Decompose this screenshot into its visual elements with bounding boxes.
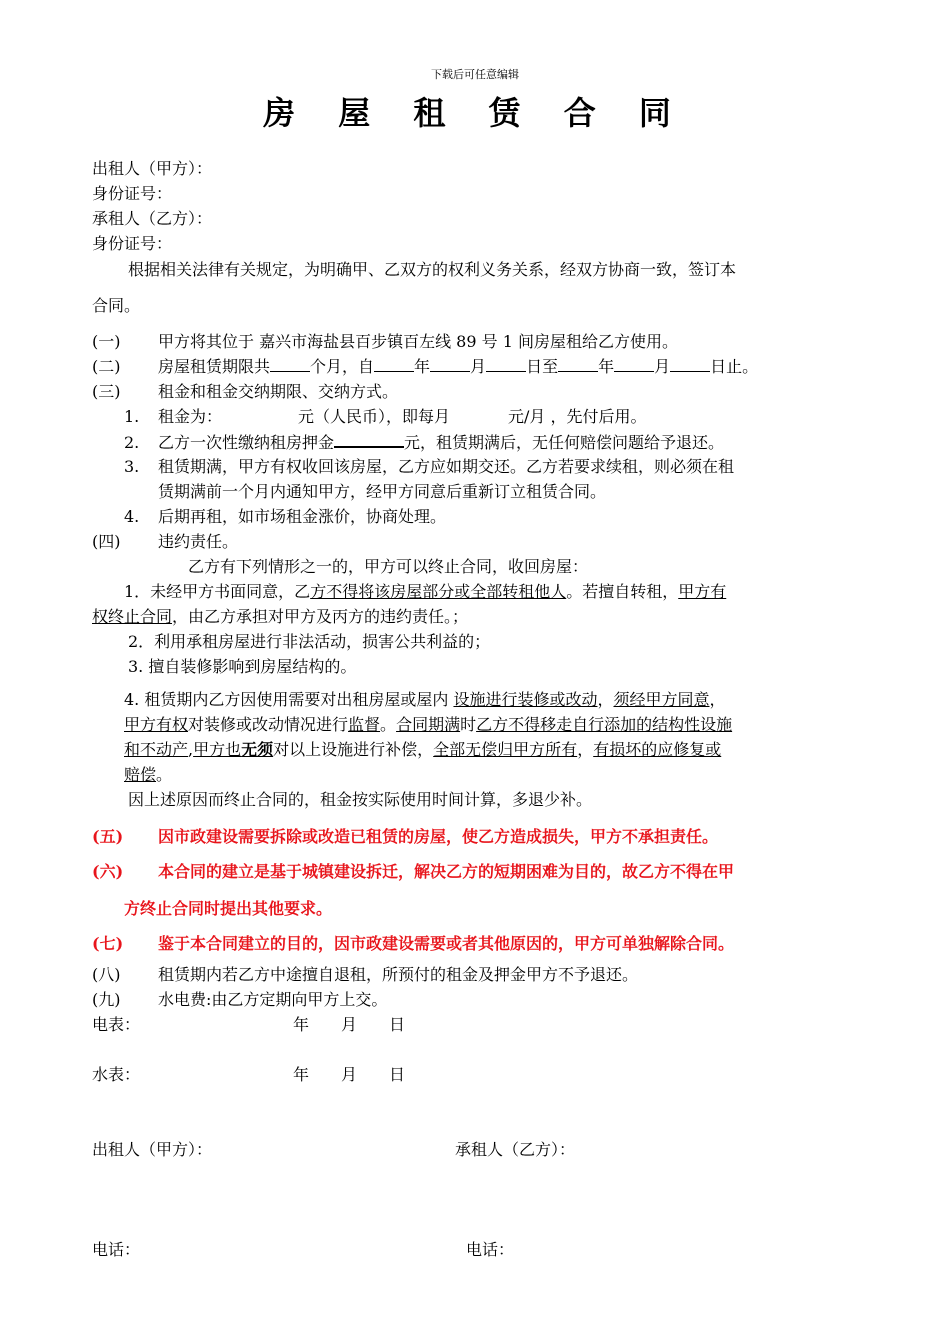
lessee-signature-label: 承租人（乙方）： (455, 1140, 576, 1159)
electric-meter-date (293, 1015, 405, 1035)
start-month-blank (430, 357, 470, 372)
clause-5 (92, 824, 718, 847)
breach-text: 4. 租赁期内乙方因使用需要对出租房屋或屋内 (124, 690, 454, 709)
clause-2-text-f: 年 (598, 357, 615, 376)
day-label: 日 (389, 1015, 406, 1034)
breach-text: ，由乙方承担对甲方及丙方的违约责任。； (172, 607, 469, 626)
breach-text-underlined: 甲方有权 (124, 715, 189, 734)
electric-meter-label: 电表： (92, 1015, 141, 1034)
breach-text-underlined: 和不动产 (124, 740, 189, 759)
start-year-blank (374, 357, 414, 372)
item-number: 2. (124, 433, 140, 452)
clause-2-text-d: 月 (470, 357, 487, 376)
refund-rule: 因上述原因而终止合同的，租金按实际使用时间计算，多退少补。 (128, 790, 593, 809)
breach-text-underlined: 乙方不得移走自行添加的结构性设施 (476, 715, 733, 734)
clause-4-number: (四) (92, 532, 121, 551)
clause-1-number: (一) (92, 332, 121, 351)
lessee-id-label: 身份证号： (92, 234, 173, 253)
clause-5-number: (五) (92, 827, 124, 846)
end-year-blank (558, 357, 598, 372)
clause-1-text: 甲方将其位于 嘉兴市海盐县百步镇百左线 89 号 1 间房屋租给乙方使用。 (158, 332, 678, 351)
re-rent-text: 后期再租，如市场租金涨价，协商处理。 (158, 507, 447, 526)
clause-9-number: (九) (92, 990, 121, 1009)
end-month-blank (614, 357, 654, 372)
breach-text: ， (709, 690, 726, 709)
clause-3 (92, 382, 398, 402)
lessor-id-label: 身份证号： (92, 184, 173, 203)
clause-6 (92, 859, 734, 882)
lessee-label: 承租人（乙方）： (92, 209, 213, 228)
breach-text: ， (577, 740, 594, 759)
clause-4-text: 违约责任。 (158, 532, 239, 551)
deposit-refund-text: 元，租赁期满后，无任何赔偿问题给予退还。 (404, 433, 725, 452)
breach-item-4-line3 (124, 740, 721, 760)
rent-currency-text: 元（人民币），即每月 (298, 407, 451, 426)
clause-2 (92, 357, 758, 377)
clause-2-text-c: 年 (414, 357, 431, 376)
clause-2-text-h: 日止。 (710, 357, 759, 376)
preamble-line2: 合同。 (92, 296, 141, 315)
renewal-text-line2: 赁期满前一个月内通知甲方，经甲方同意后重新订立租赁合同。 (158, 482, 607, 501)
lessor-phone-label: 电话： (92, 1240, 141, 1259)
breach-text-underlined: 赔偿 (124, 765, 157, 784)
rent-label: 租金为： (158, 407, 223, 426)
month-label: 月 (341, 1065, 358, 1084)
water-meter-date (293, 1065, 405, 1085)
breach-text-underlined: 甲方也 (193, 740, 242, 759)
breach-text: 。若擅自转租， (566, 582, 679, 601)
lessee-phone-label: 电话： (466, 1240, 515, 1259)
start-day-blank (486, 357, 526, 372)
clause-6-number: (六) (92, 862, 124, 881)
breach-text-bold: 无须 (241, 740, 274, 759)
clause-2-text-b: 个月，自 (310, 357, 375, 376)
breach-text-underlined: 方不得将该房屋部分或全部转租他人 (310, 582, 567, 601)
deposit-label: 乙方一次性缴纳租房押金 (158, 433, 335, 452)
breach-item-1-line2 (92, 607, 468, 627)
clause-8-number: (八) (92, 965, 121, 984)
clause-3-text: 租金和租金交纳期限、交纳方式。 (158, 382, 399, 401)
clause-8 (92, 965, 638, 985)
item-number: 3. (124, 457, 140, 476)
deposit-blank (334, 432, 404, 448)
months-blank (270, 357, 310, 372)
clause-3-item-3 (124, 457, 734, 477)
clause-4-intro: 乙方有下列情形之一的，甲方可以终止合同，收回房屋： (188, 557, 589, 576)
header-note: 下载后可任意编辑 (431, 68, 519, 81)
breach-item-4-line4 (124, 765, 172, 785)
clause-1 (92, 332, 678, 352)
clause-4 (92, 532, 238, 552)
clause-3-item-1 (124, 407, 647, 427)
clause-3-number: (三) (92, 382, 121, 401)
breach-text: ， (597, 690, 614, 709)
breach-item-4-line2 (124, 715, 732, 735)
lessor-signature-label: 出租人（甲方）： (92, 1140, 213, 1159)
breach-text: ， (417, 740, 434, 759)
water-meter-label: 水表： (92, 1065, 141, 1084)
end-day-blank (670, 357, 710, 372)
breach-text: 。 (380, 715, 397, 734)
page-title: 房 屋 租 赁 合 同 (263, 94, 687, 132)
clause-2-text-g: 月 (654, 357, 671, 376)
breach-text-underlined: 权终止合同 (92, 607, 173, 626)
preamble-line1: 根据相关法律有关规定，为明确甲、乙双方的权利义务关系，经双方协商一致，签订本 (128, 260, 737, 279)
clause-8-text: 租赁期内若乙方中途擅自退租，所预付的租金及押金甲方不予退还。 (158, 965, 639, 984)
breach-item-2: 2．利用承租房屋进行非法活动，损害公共利益的； (128, 632, 491, 651)
clause-9 (92, 990, 387, 1010)
rent-payment-text: 元/月 ，先付后用。 (508, 407, 647, 426)
breach-text-underlined: 全部无偿归甲方所有 (433, 740, 578, 759)
clause-6-text-line2: 方终止合同时提出其他要求。 (124, 899, 333, 918)
breach-text: 对以上设施进行补偿 (273, 740, 418, 759)
clause-3-item-4 (124, 507, 446, 527)
month-label: 月 (341, 1015, 358, 1034)
breach-text-underlined: 须经甲方同意 (613, 690, 710, 709)
breach-text-underlined: 监督 (348, 715, 381, 734)
clause-2-text-a: 房屋租赁期限共 (158, 357, 271, 376)
breach-text-underlined: 甲方有 (678, 582, 727, 601)
clause-5-text: 因市政建设需要拆除或改造已租赁的房屋，使乙方造成损失，甲方不承担责任。 (158, 827, 719, 846)
breach-text: 时 (460, 715, 477, 734)
breach-text: , (188, 740, 194, 759)
clause-7 (92, 931, 734, 954)
clause-7-number: (七) (92, 934, 124, 953)
renewal-text-line1: 租赁期满，甲方有权收回该房屋，乙方应如期交还。乙方若要求续租，则必须在租 (158, 457, 735, 476)
day-label: 日 (389, 1065, 406, 1084)
breach-text: 对装修或改动情况进行 (188, 715, 349, 734)
breach-item-1-line1 (124, 582, 726, 602)
breach-text-underlined: 设施进行装修或改动 (453, 690, 598, 709)
clause-7-text: 鉴于本合同建立的目的，因市政建设需要或者其他原因的，甲方可单独解除合同。 (158, 934, 735, 953)
breach-text-underlined: 合同期满 (396, 715, 461, 734)
lessor-label: 出租人（甲方）： (92, 159, 213, 178)
year-label: 年 (293, 1015, 310, 1034)
clause-2-text-e: 日至 (526, 357, 559, 376)
clause-3-item-2 (124, 432, 724, 453)
breach-text-underlined: 有损坏的应修复或 (593, 740, 722, 759)
clause-9-text: 水电费:由乙方定期向甲方上交。 (158, 990, 388, 1009)
item-number: 4. (124, 507, 140, 526)
year-label: 年 (293, 1065, 310, 1084)
clause-6-text-line1: 本合同的建立是基于城镇建设拆迁，解决乙方的短期困难为目的，故乙方不得在甲 (158, 862, 735, 881)
clause-2-number: (二) (92, 357, 121, 376)
breach-text: 。 (156, 765, 173, 784)
item-number: 1. (124, 407, 140, 426)
breach-text: 1．未经甲方书面同意，乙 (124, 582, 311, 601)
breach-item-3: 3. 擅自装修影响到房屋结构的。 (128, 657, 357, 676)
breach-item-4-line1 (124, 690, 726, 710)
